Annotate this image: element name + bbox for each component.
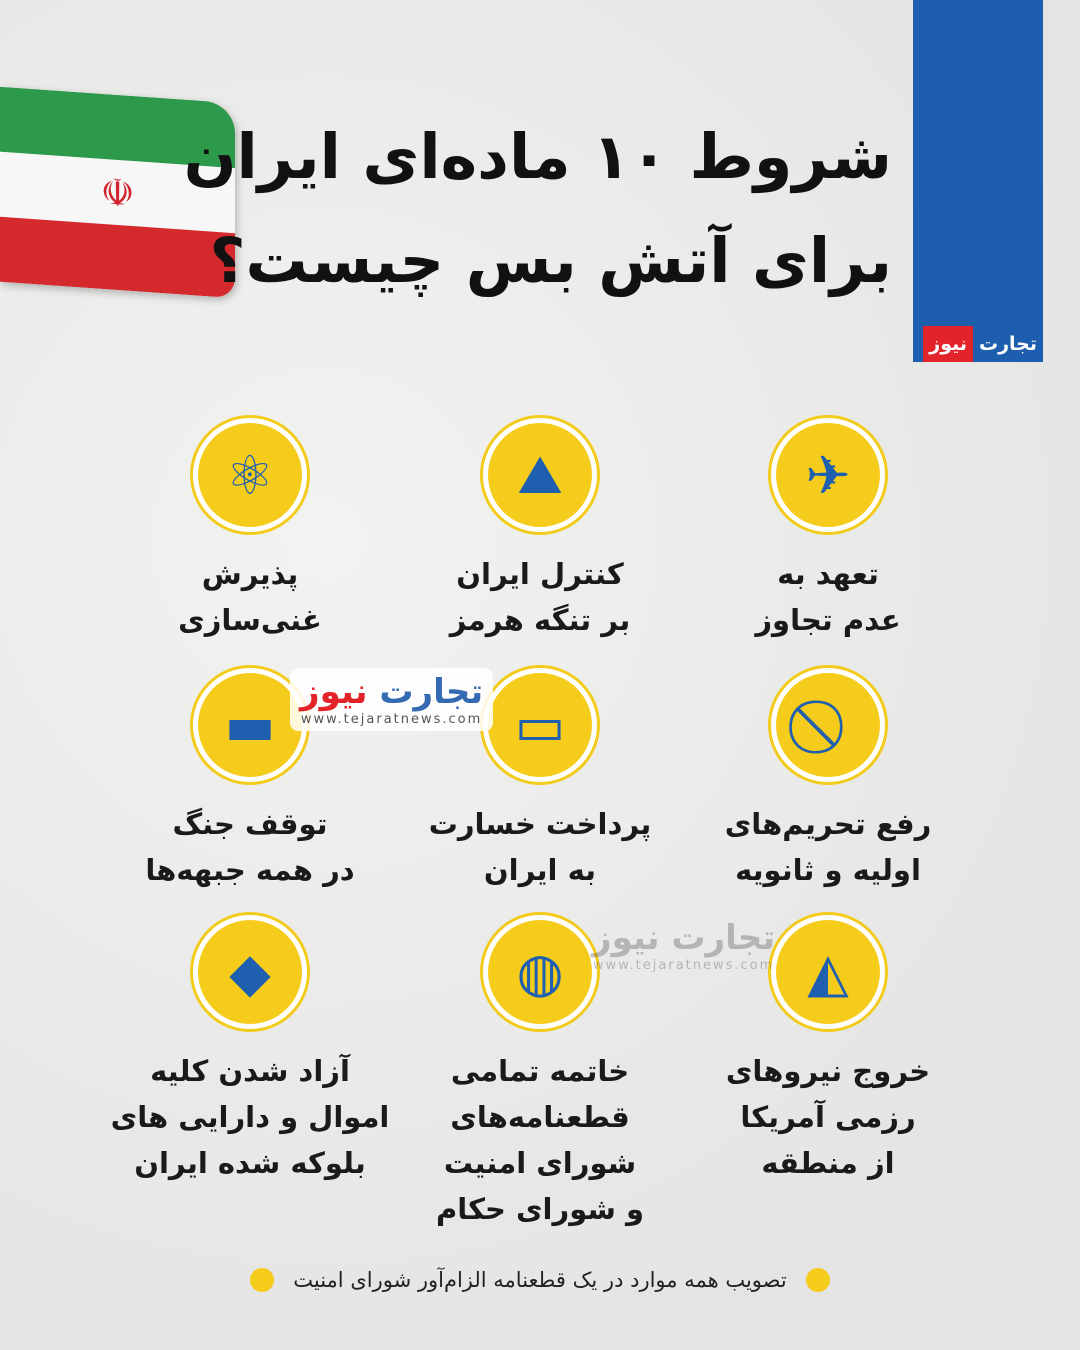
logo-part-2: نیوز xyxy=(923,326,973,362)
page-title xyxy=(184,105,892,313)
watermark-text-1: تجارت xyxy=(671,918,776,958)
label-line: پرداخت خسارت xyxy=(428,807,652,841)
iran-emblem-icon: ☫ xyxy=(100,169,135,216)
label-line: آزاد شدن کلیه xyxy=(150,1054,350,1088)
condition-label xyxy=(400,801,680,893)
label-line: از منطقه xyxy=(761,1146,895,1180)
condition-item xyxy=(110,912,390,1186)
condition-label xyxy=(400,551,680,643)
money-icon: ▭ xyxy=(488,673,592,777)
label-line: تعهد به xyxy=(777,557,879,591)
watermark-text-2: نیوز xyxy=(300,672,368,712)
condition-label xyxy=(110,551,390,643)
label-line: عدم تجاوز xyxy=(755,603,901,637)
footer-note xyxy=(250,1268,830,1292)
label-line: بلوکه شده ایران xyxy=(134,1146,366,1180)
brand-bar xyxy=(913,0,1043,362)
condition-label xyxy=(110,801,390,893)
condition-item xyxy=(688,415,968,643)
un-emblem-icon: ◍ xyxy=(488,920,592,1024)
label-line: کنترل ایران xyxy=(456,557,624,591)
label-line: شورای امنیت xyxy=(443,1146,637,1180)
bullet-dot xyxy=(806,1268,830,1292)
title-line-2: برای آتش بس چیست؟ xyxy=(209,224,892,297)
label-line: خاتمه تمامی xyxy=(450,1054,630,1088)
tank-icon: ▬ xyxy=(198,673,302,777)
label-line: خروج نیروهای xyxy=(725,1054,931,1088)
logo-part-1: تجارت xyxy=(973,326,1043,362)
title-line-1: شروط ۱۰ ماده‌ای ایران xyxy=(183,120,892,193)
condition-item xyxy=(110,415,390,643)
fighter-jet-icon: ✈ xyxy=(776,423,880,527)
icon-badge xyxy=(480,665,600,785)
atom-icon: ⚛ xyxy=(198,423,302,527)
label-line: رزمی آمریکا xyxy=(740,1100,916,1134)
strait-icon: ⛰ xyxy=(488,423,592,527)
watermark-url: www.tejaratnews.com xyxy=(300,712,483,727)
watermark-text-1: تجارت xyxy=(379,672,484,712)
label-line: قطعنامه‌های xyxy=(450,1100,630,1134)
condition-label xyxy=(110,1048,390,1186)
watermark-text-2: نیوز xyxy=(592,918,660,958)
brand-logo xyxy=(913,326,1043,362)
label-line: بر تنگه هرمز xyxy=(449,603,631,637)
bullet-dot xyxy=(250,1268,274,1292)
ban-icon xyxy=(776,673,880,777)
icon-badge xyxy=(768,415,888,535)
footer-text: تصویب همه موارد در یک قطعنامه الزام‌آور شورای امنیت xyxy=(293,1268,787,1292)
icon-badge xyxy=(190,415,310,535)
watermark-faded xyxy=(592,918,775,973)
icon-badge xyxy=(190,912,310,1032)
icon-badge xyxy=(480,912,600,1032)
icon-badge xyxy=(768,665,888,785)
label-line: توقف جنگ xyxy=(172,807,328,841)
condition-item xyxy=(400,415,680,643)
label-line: به ایران xyxy=(483,853,597,887)
condition-label xyxy=(688,801,968,893)
label-line: غنی‌سازی xyxy=(178,603,322,637)
icon-badge xyxy=(480,415,600,535)
condition-label xyxy=(688,1048,968,1186)
watermark-url: www.tejaratnews.com xyxy=(592,958,775,973)
middle-east-map-icon: ◭ xyxy=(776,920,880,1024)
watermark xyxy=(290,668,493,731)
iran-map-icon: ◆ xyxy=(198,920,302,1024)
label-line: و شورای حکام xyxy=(435,1192,645,1226)
condition-item xyxy=(688,665,968,893)
label-line: پذیرش xyxy=(201,557,299,591)
condition-label xyxy=(688,551,968,643)
icon-badge xyxy=(768,912,888,1032)
label-line: اولیه و ثانویه xyxy=(735,853,921,887)
condition-label xyxy=(400,1048,680,1232)
label-line: رفع تحریم‌های xyxy=(724,807,932,841)
label-line: در همه جبهه‌ها xyxy=(145,853,355,887)
label-line: اموال و دارایی های xyxy=(110,1100,390,1134)
